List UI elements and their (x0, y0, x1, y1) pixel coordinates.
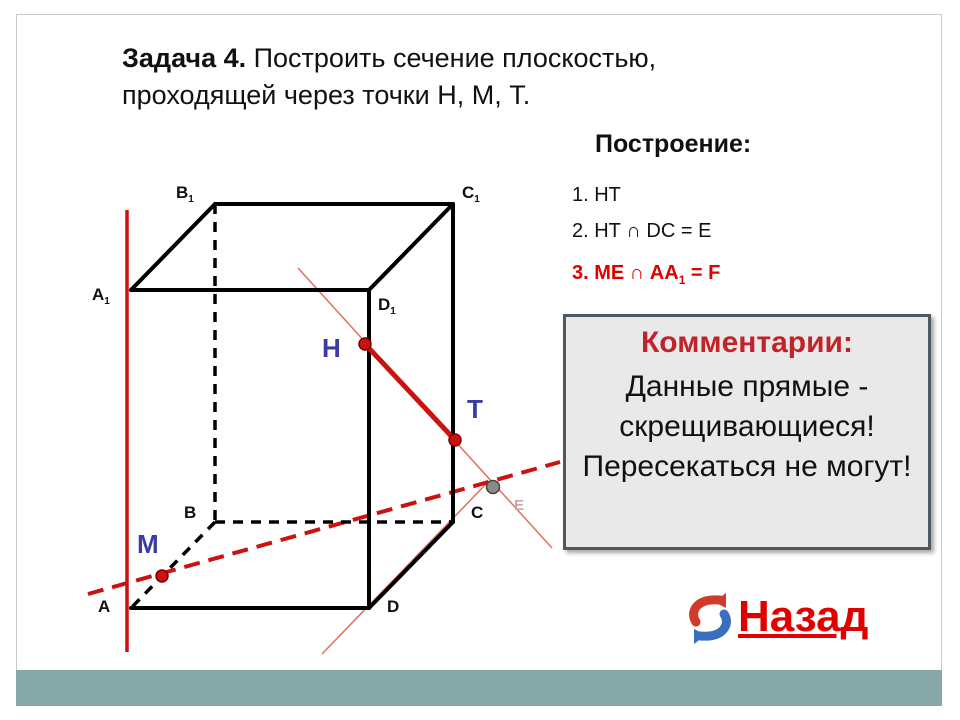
label-D1: $D_1$ (378, 295, 396, 317)
label-E: E (514, 497, 525, 514)
label-T: Т (467, 394, 483, 424)
step-3-tail: = F (685, 262, 721, 284)
task-label: Задача 4. (122, 43, 247, 73)
point-E (487, 481, 500, 494)
back-label[interactable]: Назад (738, 592, 869, 641)
step-3-sub: 1 (678, 273, 686, 287)
point-M (156, 570, 168, 582)
task-text-line1: Построить сечение плоскостью, (246, 43, 657, 73)
label-A1: $A_1$ (92, 285, 110, 307)
point-T (449, 434, 461, 446)
label-C1: $C_1$ (462, 183, 480, 205)
step-1: 1. НТ (572, 184, 621, 206)
comment-title: Комментарии: (640, 326, 853, 359)
edge-A1B1 (131, 204, 215, 290)
construction-heading: Построение: (595, 130, 752, 158)
comment-text: Данные прямые - скрещивающиеся! Пересекаться не могут! (582, 370, 912, 483)
segment-HT (365, 344, 455, 440)
label-B1: $B_1$ (176, 183, 194, 205)
label-H: Н (322, 333, 341, 363)
line-DC-extended (322, 484, 486, 654)
label-D: D (387, 597, 400, 616)
label-A: A (98, 597, 111, 616)
task-text-line2: проходящей через точки Н, М, Т. (122, 80, 531, 110)
hidden-edges (131, 204, 453, 608)
label-M: М (137, 529, 159, 559)
point-H (359, 338, 371, 350)
edge-C1D1 (369, 204, 453, 290)
step-3-text: 3. МЕ ∩ АА (572, 262, 679, 284)
edge-DC (369, 522, 453, 608)
visible-edges (131, 204, 453, 608)
step-2: 2. НТ ∩ DC = E (572, 220, 712, 242)
label-C: C (471, 503, 484, 522)
label-B: B (184, 503, 197, 522)
